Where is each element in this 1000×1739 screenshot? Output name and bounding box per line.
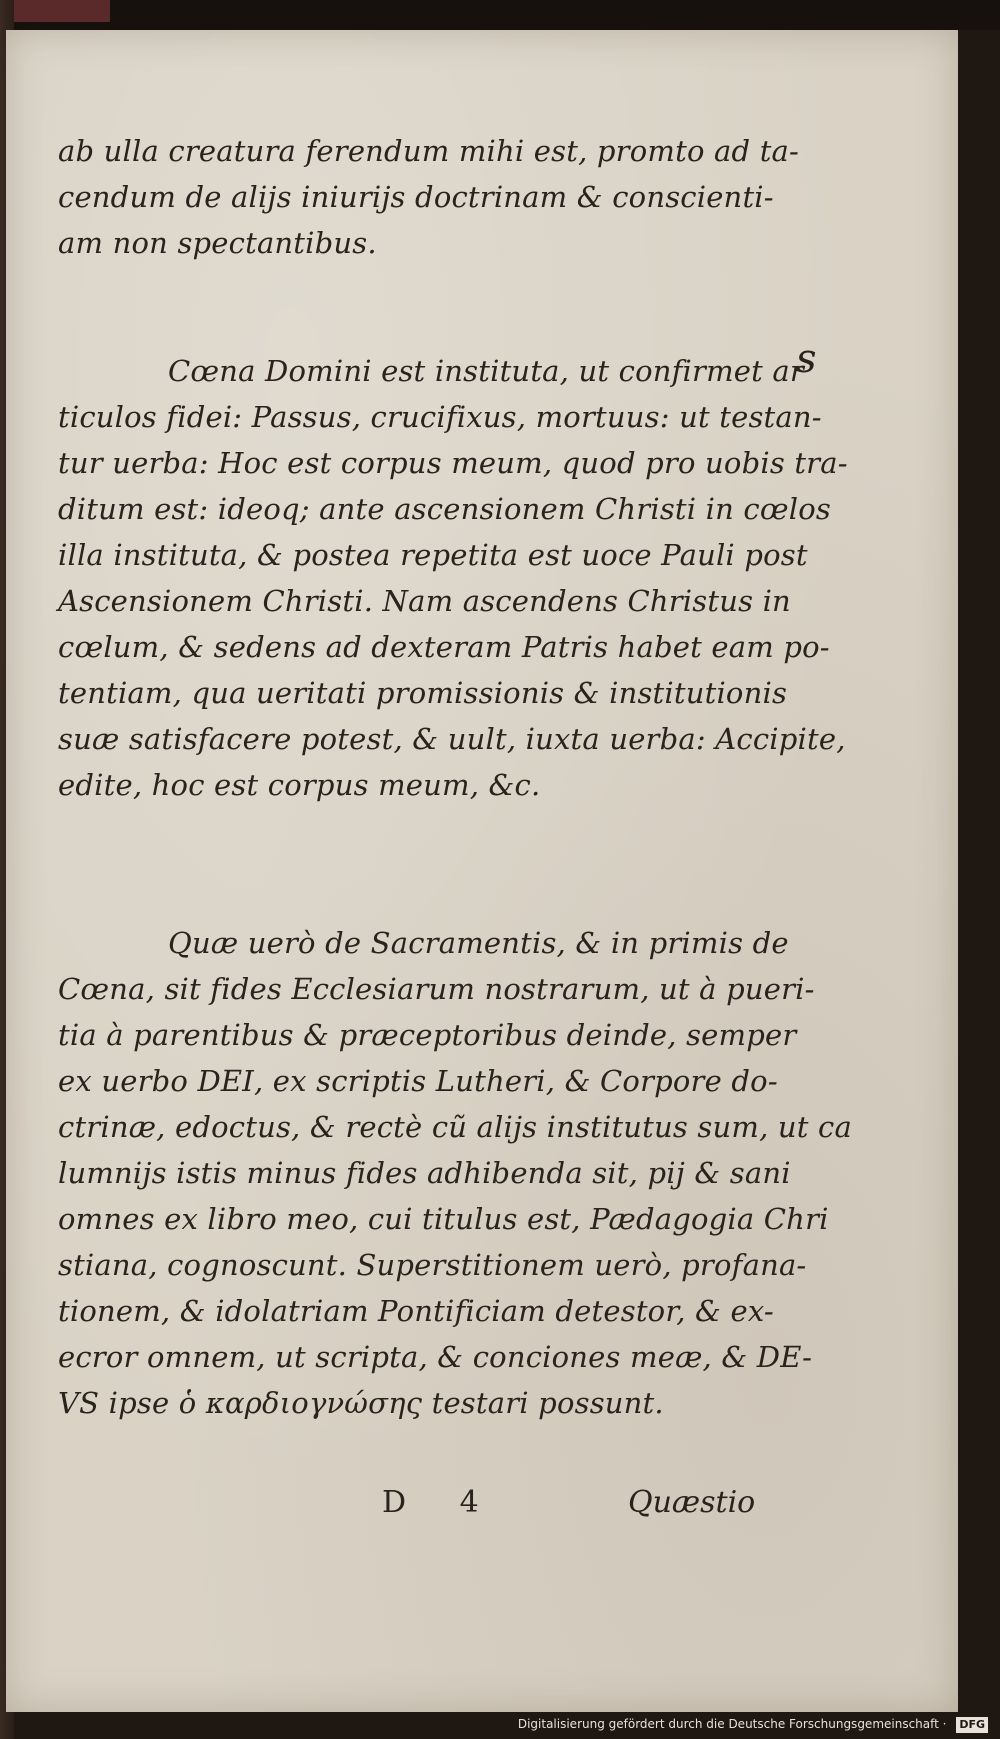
text-line: ab ulla creatura ferendum mihi est, promto ad ta- <box>58 134 800 168</box>
text-line: edite, hoc est corpus meum, &c. <box>58 768 541 802</box>
text-line: Quæ uerò de Sacramentis, & in primis de <box>168 926 789 960</box>
text-line: ticulos fidei: Passus, crucifixus, mortuus: ut testan- <box>58 400 822 434</box>
paragraph-1 <box>58 128 800 266</box>
text-line: tia à parentibus & præceptoribus deinde, semper <box>58 1018 797 1052</box>
text-line: stiana, cognoscunt. Superstitionem uerò, profana- <box>58 1248 807 1282</box>
text-line: tentiam, qua ueritati promissionis & institutionis <box>58 676 788 710</box>
text-line: suæ satisfacere potest, & uult, iuxta uerba: Accipite, <box>58 722 846 756</box>
scan-binding-strip <box>0 0 110 22</box>
text-line: cœlum, & sedens ad dexteram Patris habet eam po- <box>58 630 830 664</box>
text-line: Ascensionem Christi. Nam ascendens Christus in <box>58 584 791 618</box>
text-line: Cœna Domini est instituta, ut confirmet ar <box>168 354 804 388</box>
catchword: Quæstio <box>628 1485 756 1520</box>
dfg-logo-icon: DFG <box>956 1717 988 1733</box>
book-page <box>6 30 958 1712</box>
margin-note: s <box>796 336 817 382</box>
paragraph-3 <box>58 920 852 1426</box>
text-line: omnes ex libro meo, cui titulus est, Pædagogia Chri <box>58 1202 829 1236</box>
text-line: cendum de alijs iniurijs doctrinam & conscienti- <box>58 180 774 214</box>
text-line: VS ipse ὁ καρδιογνώσης testari possunt. <box>58 1386 664 1420</box>
digitization-credit <box>518 1713 988 1735</box>
text-line: Cœna, sit fides Ecclesiarum nostrarum, ut à pueri- <box>58 972 815 1006</box>
text-line: ctrinæ, edoctus, & rectè cũ alijs institutus sum, ut ca <box>58 1110 852 1144</box>
signature-mark: D 4 <box>382 1485 501 1520</box>
text-line: ecror omnem, ut scripta, & conciones meæ, & DE- <box>58 1340 813 1374</box>
scan-top-border <box>0 0 1000 30</box>
text-line: illa instituta, & postea repetita est uoce Pauli post <box>58 538 808 572</box>
text-line: ditum est: ideoq; ante ascensionem Christi in cœlos <box>58 492 831 526</box>
text-line: lumnijs istis minus fides adhibenda sit, pij & sani <box>58 1156 791 1190</box>
text-line: am non spectantibus. <box>58 226 377 260</box>
paragraph-2 <box>58 348 848 808</box>
text-line: ex uerbo DEI, ex scriptis Lutheri, & Corpore do- <box>58 1064 778 1098</box>
credit-text: Digitalisierung gefördert durch die Deutsche Forschungsgemeinschaft · <box>517 1717 947 1731</box>
text-line: tur uerba: Hoc est corpus meum, quod pro uobis tra- <box>58 446 848 480</box>
page-footer <box>6 1485 1000 1545</box>
text-line: tionem, & idolatriam Pontificiam detestor, & ex- <box>58 1294 774 1328</box>
